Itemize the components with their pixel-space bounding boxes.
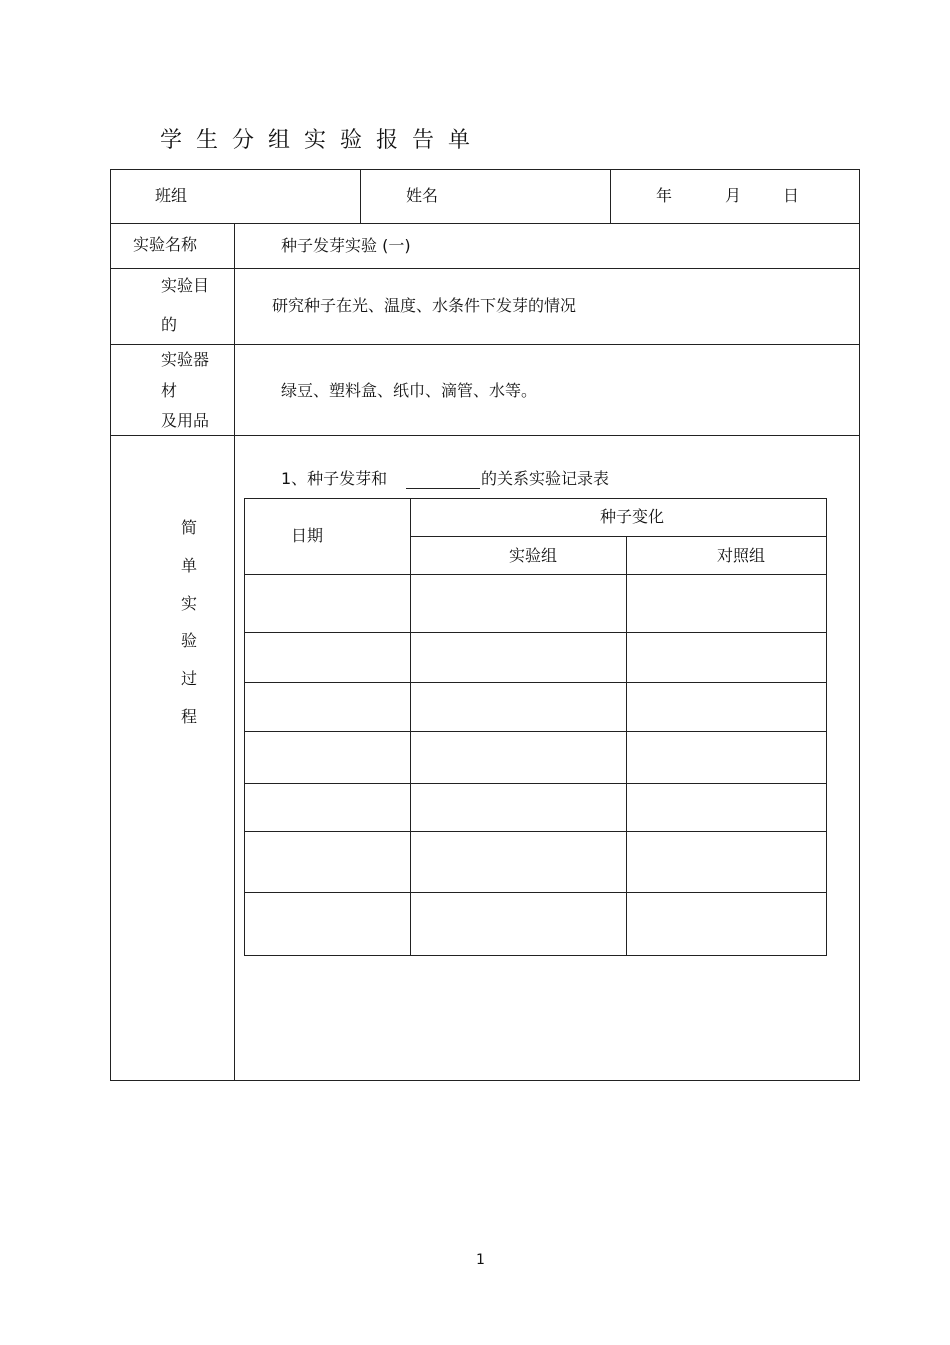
process-label-char: 过 (181, 669, 198, 688)
table-cell-date[interactable] (245, 683, 410, 731)
class-label: 班组 (155, 186, 188, 205)
table-cell-experiment[interactable] (411, 893, 626, 955)
process-label-char: 简 (181, 518, 198, 537)
table-cell-control[interactable] (627, 683, 826, 731)
control-group-header: 对照组 (717, 546, 766, 565)
table-cell-date[interactable] (245, 575, 410, 632)
table-cell-experiment[interactable] (411, 732, 626, 783)
experiment-name-value: 种子发芽实验 (一) (281, 236, 411, 255)
table-cell-experiment[interactable] (411, 575, 626, 632)
table-cell-date[interactable] (245, 832, 410, 892)
table-cell-date[interactable] (245, 732, 410, 783)
date-column-header: 日期 (291, 526, 324, 545)
materials-label-line1: 实验器 (161, 350, 210, 369)
purpose-label-line1: 实验目 (161, 276, 210, 295)
materials-label-line2: 材 (161, 381, 178, 400)
year-label: 年 (656, 186, 673, 205)
materials-label-line3: 及用品 (161, 411, 210, 430)
table-cell-control[interactable] (627, 893, 826, 955)
materials-value: 绿豆、塑料盒、纸巾、滴管、水等。 (281, 381, 538, 400)
table-cell-control[interactable] (627, 832, 826, 892)
seed-change-header: 种子变化 (600, 507, 665, 526)
table-caption-prefix: 1、种子发芽和 (281, 469, 388, 488)
table-cell-experiment[interactable] (411, 784, 626, 831)
process-label-char: 实 (181, 594, 198, 613)
experiment-name-label: 实验名称 (133, 235, 198, 254)
table-cell-date[interactable] (245, 784, 410, 831)
purpose-value: 研究种子在光、温度、水条件下发芽的情况 (272, 296, 577, 315)
page-title: 学生分组实验报告单 (160, 128, 485, 153)
day-label: 日 (783, 186, 800, 205)
table-cell-control[interactable] (627, 784, 826, 831)
table-cell-control[interactable] (627, 575, 826, 632)
table-cell-date[interactable] (245, 633, 410, 682)
table-cell-experiment[interactable] (411, 633, 626, 682)
process-label-char: 单 (181, 556, 198, 575)
purpose-label-line2: 的 (161, 315, 178, 334)
table-cell-control[interactable] (627, 633, 826, 682)
process-label-char: 验 (181, 631, 198, 650)
page-number: 1 (476, 1252, 485, 1268)
name-label: 姓名 (406, 186, 439, 205)
table-cell-experiment[interactable] (411, 683, 626, 731)
table-cell-control[interactable] (627, 732, 826, 783)
table-cell-experiment[interactable] (411, 832, 626, 892)
caption-blank-field[interactable] (406, 470, 480, 489)
table-cell-date[interactable] (245, 893, 410, 955)
table-caption-suffix: 的关系实验记录表 (481, 469, 610, 488)
process-label-char: 程 (181, 707, 198, 726)
month-label: 月 (725, 186, 742, 205)
experiment-group-header: 实验组 (509, 546, 558, 565)
